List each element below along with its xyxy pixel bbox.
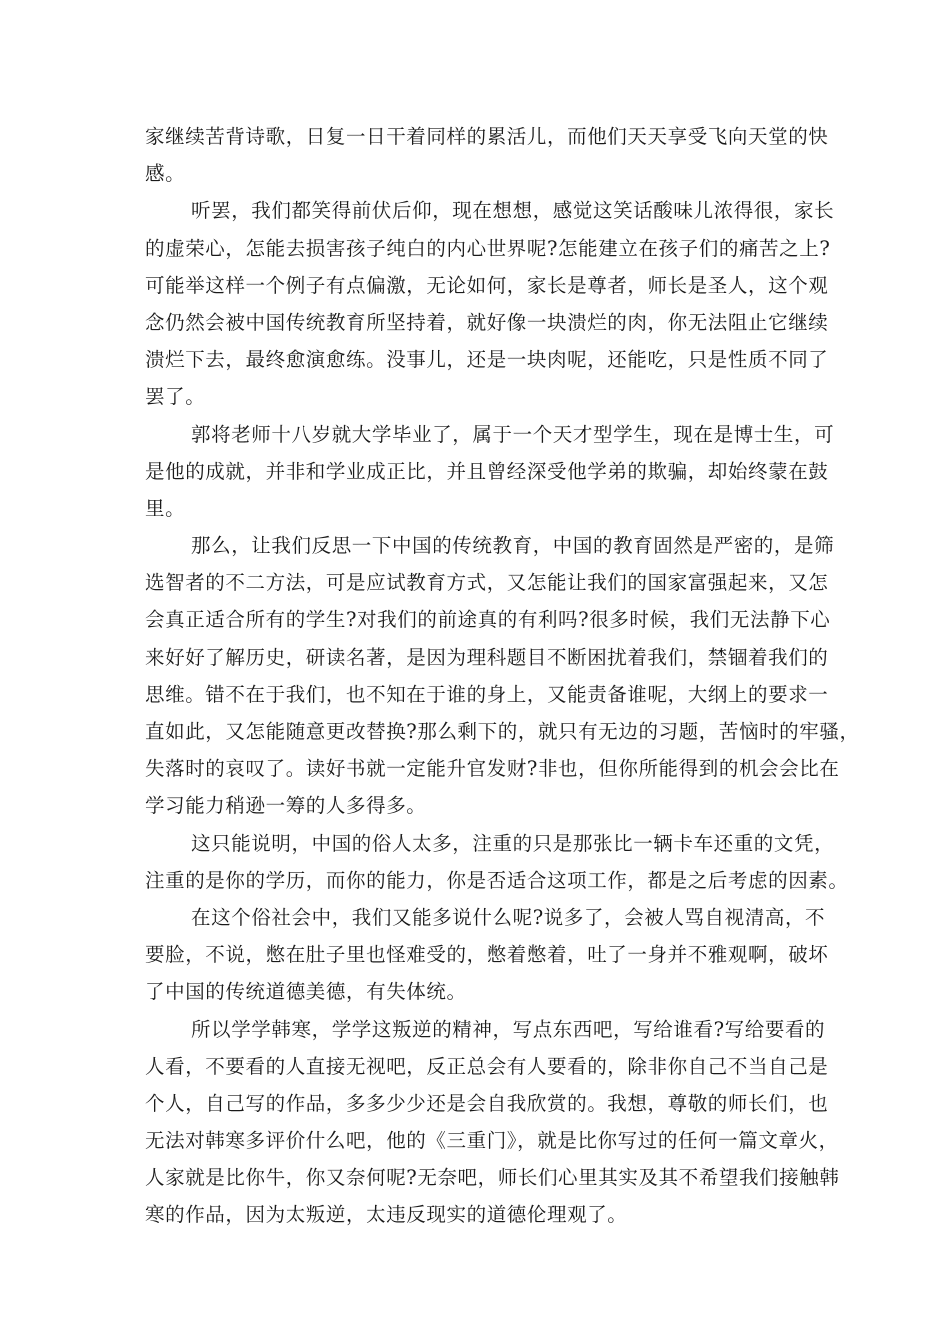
text-line: 里。 <box>145 496 186 520</box>
text-line: 溃烂下去，最终愈演愈练。没事儿，还是一块肉呢，还能吃，只是性质不同了 <box>145 348 829 372</box>
text-line: 念仍然会被中国传统教育所坚持着，就好像一块溃烂的肉，你无法阻止它继续 <box>145 310 829 334</box>
text-line: 来好好了解历史，研读名著，是因为理科题目不断困扰着我们，禁锢着我们的 <box>145 645 829 669</box>
text-line: 个人，自己写的作品，多多少少还是会自我欣赏的。我想，尊敬的师长们，也 <box>145 1091 829 1115</box>
text-line: 的虚荣心，怎能去损害孩子纯白的内心世界呢?怎能建立在孩子们的痛苦之上? <box>145 236 831 260</box>
text-line: 直如此，又怎能随意更改替换?那么剩下的，就只有无边的习题，苦恼时的牢骚， <box>145 720 860 743</box>
paragraph-first-line: 所以学学韩寒，学学这叛逆的精神，写点东西吧，写给谁看?写给要看的 <box>191 1017 826 1041</box>
text-line: 可能举这样一个例子有点偏激，无论如何，家长是尊者，师长是圣人，这个观 <box>145 273 829 297</box>
text-line: 注重的是你的学历，而你的能力，你是否适合这项工作，都是之后考虑的因素。 <box>145 868 849 892</box>
text-line: 家继续苦背诗歌，日复一日干着同样的累活儿，而他们天天享受飞向天堂的快 <box>145 125 829 148</box>
text-line: 失落时的哀叹了。读好书就一定能升官发财?非也，但你所能得到的机会会比在 <box>145 757 840 781</box>
paragraph-first-line: 这只能说明，中国的俗人太多，注重的只是那张比一辆卡车还重的文凭， <box>191 831 835 855</box>
text-line: 罢了。 <box>145 385 206 409</box>
paragraph-first-line: 在这个俗社会中，我们又能多说什么呢?说多了，会被人骂自视清高，不 <box>191 905 826 929</box>
text-line: 寒的作品，因为太叛逆，太违反现实的道德伦理观了。 <box>145 1203 628 1227</box>
paragraph-first-line: 听罢，我们都笑得前伏后仰，现在想想，感觉这笑话酸味儿浓得很，家长 <box>191 199 835 223</box>
paragraph-first-line: 郭将老师十八岁就大学毕业了，属于一个天才型学生，现在是博士生，可 <box>191 422 835 446</box>
text-line: 要脸，不说，憋在肚子里也怪难受的，憋着憋着，吐了一身并不雅观啊，破坏 <box>145 943 829 967</box>
text-line: 学习能力稍逊一筹的人多得多。 <box>145 794 427 818</box>
text-line: 思维。错不在于我们，也不知在于谁的身上，又能责备谁呢，大纲上的要求一 <box>145 682 829 706</box>
document-body <box>145 118 860 1234</box>
text-line: 了中国的传统道德美德，有失体统。 <box>145 980 467 1004</box>
paragraph-first-line: 那么，让我们反思一下中国的传统教育，中国的教育固然是严密的，是筛 <box>191 534 835 558</box>
text-line: 无法对韩寒多评价什么吧，他的《三重门》，就是比你写过的任何一篇文章火， <box>145 1129 839 1153</box>
text-line: 选智者的不二方法，可是应试教育方式，又怎能让我们的国家富强起来，又怎 <box>145 571 829 595</box>
text-line: 感。 <box>145 162 186 186</box>
text-line: 人家就是比你牛，你又奈何呢?无奈吧，师长们心里其实及其不希望我们接触韩 <box>145 1166 840 1190</box>
text-line: 是他的成就，并非和学业成正比，并且曾经深受他学弟的欺骗，却始终蒙在鼓 <box>145 459 829 483</box>
text-line: 人看，不要看的人直接无视吧，反正总会有人要看的，除非你自己不当自己是 <box>145 1054 829 1078</box>
text-line: 会真正适合所有的学生?对我们的前途真的有利吗?很多时候，我们无法静下心 <box>145 608 831 632</box>
